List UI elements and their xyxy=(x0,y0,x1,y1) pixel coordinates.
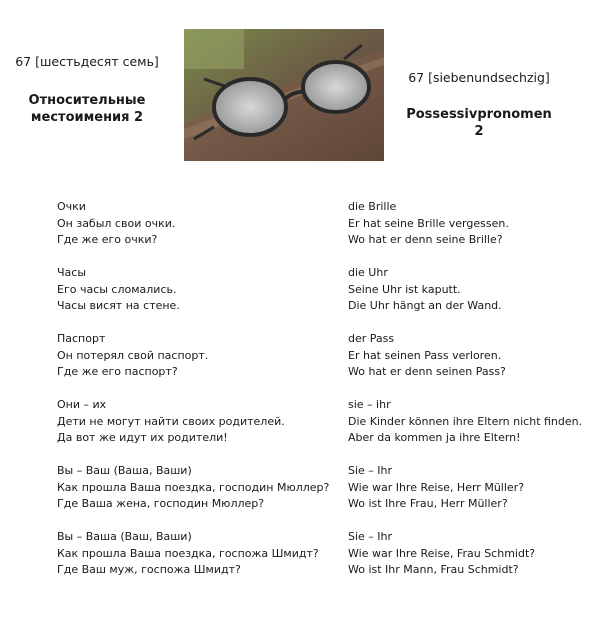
de-line: Sie – Ihr xyxy=(348,530,393,543)
de-line: Wo ist Ihr Mann, Frau Schmidt? xyxy=(348,563,519,576)
ru-line: Да вот же идут их родители! xyxy=(57,431,228,444)
ru-line: Они – их xyxy=(57,398,107,411)
de-group xyxy=(348,265,582,315)
de-line: die Uhr xyxy=(348,266,388,279)
ru-line: Где Ваш муж, госпожа Шмидт? xyxy=(57,563,241,576)
ru-line: Дети не могут найти своих родителей. xyxy=(57,414,285,428)
header-left xyxy=(12,54,162,126)
ru-line: Часы xyxy=(57,266,87,279)
de-line: die Brille xyxy=(348,200,397,213)
header-right xyxy=(404,70,554,140)
de-line: Seine Uhr ist kaputt. xyxy=(348,282,461,296)
ru-group xyxy=(57,397,329,447)
lesson-number-de: 67 [siebenundsechzig] xyxy=(408,70,550,85)
de-line: Wo ist Ihre Frau, Herr Müller? xyxy=(348,497,508,510)
ru-line: Паспорт xyxy=(57,332,106,345)
de-line: Wo hat er denn seinen Pass? xyxy=(348,365,506,378)
ru-line: Очки xyxy=(57,200,86,213)
ru-group xyxy=(57,529,329,579)
lesson-number-ru: 67 [шестьдесят семь] xyxy=(15,54,159,69)
ru-line: Как прошла Ваша поездка, господин Мюллер? xyxy=(57,480,330,494)
ru-line: Где Ваша жена, господин Мюллер? xyxy=(57,497,265,510)
ru-group xyxy=(57,199,329,249)
de-line: der Pass xyxy=(348,332,395,345)
de-group xyxy=(348,331,582,381)
ru-line: Он потерял свой паспорт. xyxy=(57,348,209,362)
german-column xyxy=(348,199,582,595)
de-group xyxy=(348,463,582,513)
ru-group xyxy=(57,331,329,381)
ru-line: Его часы сломались. xyxy=(57,282,177,296)
de-line: Er hat seinen Pass verloren. xyxy=(348,348,502,362)
glasses-photo xyxy=(184,29,384,161)
de-line: Wo hat er denn seine Brille? xyxy=(348,233,503,246)
de-line: Die Kinder können ihre Eltern nicht finden. xyxy=(348,414,583,428)
ru-line: Как прошла Ваша поездка, госпожа Шмидт? xyxy=(57,546,319,560)
russian-column xyxy=(57,199,329,595)
de-line: Wie war Ihre Reise, Herr Müller? xyxy=(348,480,525,494)
lesson-title-de: Possessivpronomen 2 xyxy=(406,107,552,139)
de-group xyxy=(348,397,582,447)
ru-line: Он забыл свои очки. xyxy=(57,216,176,230)
ru-group xyxy=(57,463,329,513)
ru-line: Где же его очки? xyxy=(57,233,158,246)
de-line: sie – ihr xyxy=(348,398,391,411)
ru-line: Вы – Ваш (Ваша, Ваши) xyxy=(57,464,192,477)
de-group xyxy=(348,199,582,249)
de-line: Aber da kommen ja ihre Eltern! xyxy=(348,431,521,444)
de-line: Wie war Ihre Reise, Frau Schmidt? xyxy=(348,546,536,560)
ru-line: Часы висят на стене. xyxy=(57,299,180,312)
ru-line: Где же его паспорт? xyxy=(57,365,178,378)
de-line: Er hat seine Brille vergessen. xyxy=(348,216,509,230)
de-line: Sie – Ihr xyxy=(348,464,393,477)
ru-line: Вы – Ваша (Ваш, Ваши) xyxy=(57,530,192,543)
ru-group xyxy=(57,265,329,315)
lesson-title-ru: Относительные местоимения 2 xyxy=(28,93,146,125)
de-group xyxy=(348,529,582,579)
de-line: Die Uhr hängt an der Wand. xyxy=(348,299,502,312)
